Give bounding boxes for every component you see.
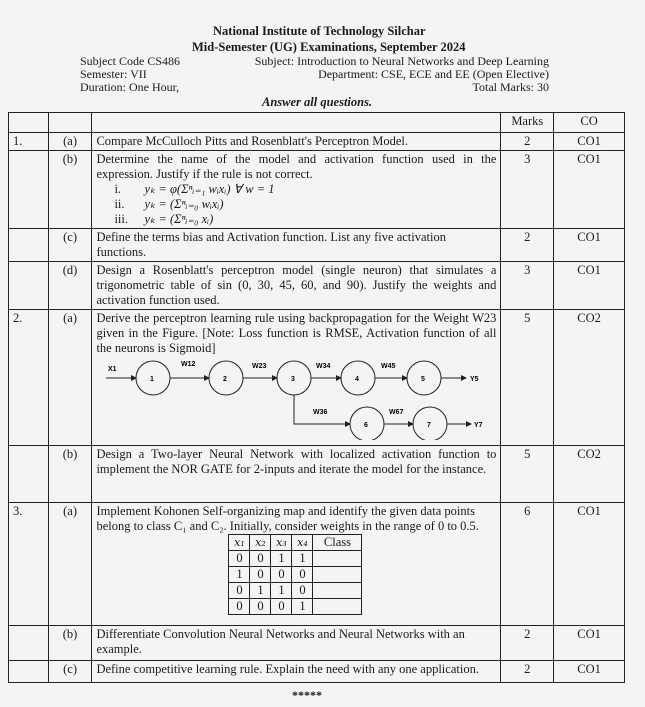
- question-co: CO1: [554, 503, 625, 626]
- question-number: [9, 626, 49, 661]
- node-label: 1: [150, 376, 155, 383]
- question-row: [9, 626, 625, 661]
- column-header: x₁: [234, 536, 245, 549]
- exam-title: Mid-Semester (UG) Examinations, September 2024: [192, 40, 466, 54]
- node-label: 3: [291, 376, 296, 383]
- question-number: 2.: [9, 310, 49, 446]
- question-part: (d): [48, 262, 92, 310]
- data-table-header: [229, 535, 362, 551]
- cell: [313, 567, 362, 583]
- output-label: Y5: [470, 376, 479, 383]
- weight-label: W23: [252, 363, 267, 370]
- question-text-cell: [92, 151, 501, 229]
- output-label: Y7: [474, 422, 483, 429]
- question-part: (c): [48, 229, 92, 262]
- question-text: Define the terms bias and Activation function. List any five activation functions.: [92, 229, 501, 262]
- column-header: Class: [313, 535, 362, 551]
- question-row: [9, 151, 625, 229]
- cell: [313, 599, 362, 615]
- question-number: [9, 151, 49, 229]
- cell: 0: [229, 551, 250, 567]
- question-part: (b): [48, 446, 92, 503]
- column-header: x₄: [297, 536, 308, 549]
- question-co: CO1: [554, 229, 625, 262]
- question-co: CO1: [554, 661, 625, 683]
- cell: 1: [271, 551, 292, 567]
- cell: 0: [229, 583, 250, 599]
- weight-label: W34: [316, 363, 331, 370]
- semester: Semester: VII: [80, 67, 147, 81]
- column-header: x₂: [255, 536, 266, 549]
- node-label: 5: [421, 376, 426, 383]
- footer-stars: *****: [292, 688, 322, 702]
- question-row: [9, 446, 625, 503]
- question-row: [9, 310, 625, 446]
- marks-header: Marks: [501, 113, 554, 133]
- data-table-row: [229, 551, 362, 567]
- cell: 0: [292, 583, 313, 599]
- question-marks: 5: [501, 310, 554, 446]
- cell: 0: [250, 599, 271, 615]
- question-co: CO1: [554, 151, 625, 229]
- node-label: 2: [223, 376, 228, 383]
- institute-name: National Institute of Technology Silchar: [213, 24, 426, 38]
- question-text: Design a Two-layer Neural Network with localized activation function to implement the NOR GATE for 2-inputs and iterate the model for the instance.: [92, 446, 501, 503]
- question-row: [9, 229, 625, 262]
- question-part: (b): [48, 626, 92, 661]
- question-marks: 5: [501, 446, 554, 503]
- question-co: CO2: [554, 446, 625, 503]
- question-row: [9, 262, 625, 310]
- node-label: 6: [364, 422, 369, 429]
- question-text: Determine the name of the model and activation function used in the expression. Justify if the rule is not correct.: [96, 152, 497, 181]
- question-marks: 2: [501, 661, 554, 683]
- subject: Subject: Introduction to Neural Networks and Deep Learning: [254, 54, 549, 68]
- question-text: Differentiate Convolution Neural Networks and Neural Networks with an example.: [92, 626, 501, 661]
- question-co: CO1: [554, 626, 625, 661]
- question-text-cell: [92, 503, 501, 626]
- node-label: 4: [355, 376, 360, 383]
- question-number: 3.: [9, 503, 49, 626]
- question-marks: 2: [501, 229, 554, 262]
- expression-item: [114, 197, 496, 212]
- question-text: Define competitive learning rule. Explain the need with any one application.: [92, 661, 501, 683]
- neural-network-figure: [96, 356, 496, 440]
- question-marks: 2: [501, 626, 554, 661]
- cell: 0: [229, 599, 250, 615]
- expression: yₖ = (Σⁿᵢ₌₀ wᵢxᵢ): [144, 197, 224, 211]
- question-part: (a): [48, 503, 92, 626]
- cell: 0: [271, 567, 292, 583]
- data-table-row: [229, 583, 362, 599]
- expression-item: [114, 212, 496, 227]
- cell: 1: [229, 567, 250, 583]
- weight-label: W67: [389, 409, 404, 416]
- cell: 1: [292, 551, 313, 567]
- question-co: CO1: [554, 133, 625, 151]
- data-table-row: [229, 567, 362, 583]
- question-number: 1.: [9, 133, 49, 151]
- cell: 0: [292, 567, 313, 583]
- instruction: Answer all questions.: [262, 95, 373, 109]
- question-marks: 6: [501, 503, 554, 626]
- weight-label: W45: [381, 363, 396, 370]
- cell: 1: [250, 583, 271, 599]
- total-marks: Total Marks: 30: [472, 80, 549, 94]
- question-number: [9, 229, 49, 262]
- question-part: (c): [48, 661, 92, 683]
- department: Department: CSE, ECE and EE (Open Elective): [318, 67, 549, 81]
- cell: 1: [292, 599, 313, 615]
- question-part: (b): [48, 151, 92, 229]
- question-marks: 3: [501, 262, 554, 310]
- question-number: [9, 446, 49, 503]
- question-part: (a): [48, 133, 92, 151]
- question-row: [9, 133, 625, 151]
- expression: yₖ = φ(Σⁿᵢ₌₁ wᵢxᵢ) ∀ w = 1: [144, 182, 275, 196]
- question-co: CO2: [554, 310, 625, 446]
- question-number: [9, 661, 49, 683]
- question-row: [9, 661, 625, 683]
- node-label: 7: [427, 422, 432, 429]
- column-header: x₃: [276, 536, 287, 549]
- table-header-row: [9, 113, 625, 133]
- item-number: i.: [114, 182, 122, 196]
- expression-item: [114, 182, 496, 197]
- question-text: Implement Kohonen Self-organizing map and identify the given data points belong to class C₁ and C₂. Initially, consider weights in the range of 0 to 0.5.: [96, 504, 479, 533]
- weight-label: W36: [313, 409, 328, 416]
- question-text: Design a Rosenblatt's perceptron model (single neuron) that simulates a trigonometric table of sin (0, 30, 45, 60, and 90). Justify the weights and activation function used.: [92, 262, 501, 310]
- co-header: CO: [554, 113, 625, 133]
- question-text: Derive the perceptron learning rule using backpropagation for the Weight W23 given in the Figure. [Note: Loss function is RMSE, Activation function of all the neurons is Sigmoid]: [96, 311, 497, 355]
- cell: 0: [250, 551, 271, 567]
- questions-table: [8, 112, 625, 683]
- data-points-table: [228, 534, 362, 615]
- duration: Duration: One Hour,: [80, 80, 180, 94]
- question-text: Compare McCulloch Pitts and Rosenblatt's Perceptron Model.: [92, 133, 501, 151]
- question-number: [9, 262, 49, 310]
- expression: yₖ = (Σⁿᵢ₌₀ xᵢ): [144, 212, 214, 226]
- item-number: ii.: [114, 197, 125, 211]
- question-text-cell: [92, 310, 501, 446]
- weight-label: W12: [181, 361, 196, 368]
- input-label: X1: [108, 366, 117, 373]
- data-table-row: [229, 599, 362, 615]
- cell: [313, 551, 362, 567]
- question-row: [9, 503, 625, 626]
- item-number: iii.: [114, 212, 128, 226]
- question-marks: 2: [501, 133, 554, 151]
- cell: [313, 583, 362, 599]
- question-co: CO1: [554, 262, 625, 310]
- cell: 1: [271, 583, 292, 599]
- question-marks: 3: [501, 151, 554, 229]
- cell: 0: [250, 567, 271, 583]
- subject-code: Subject Code CS486: [80, 54, 181, 68]
- cell: 0: [271, 599, 292, 615]
- question-part: (a): [48, 310, 92, 446]
